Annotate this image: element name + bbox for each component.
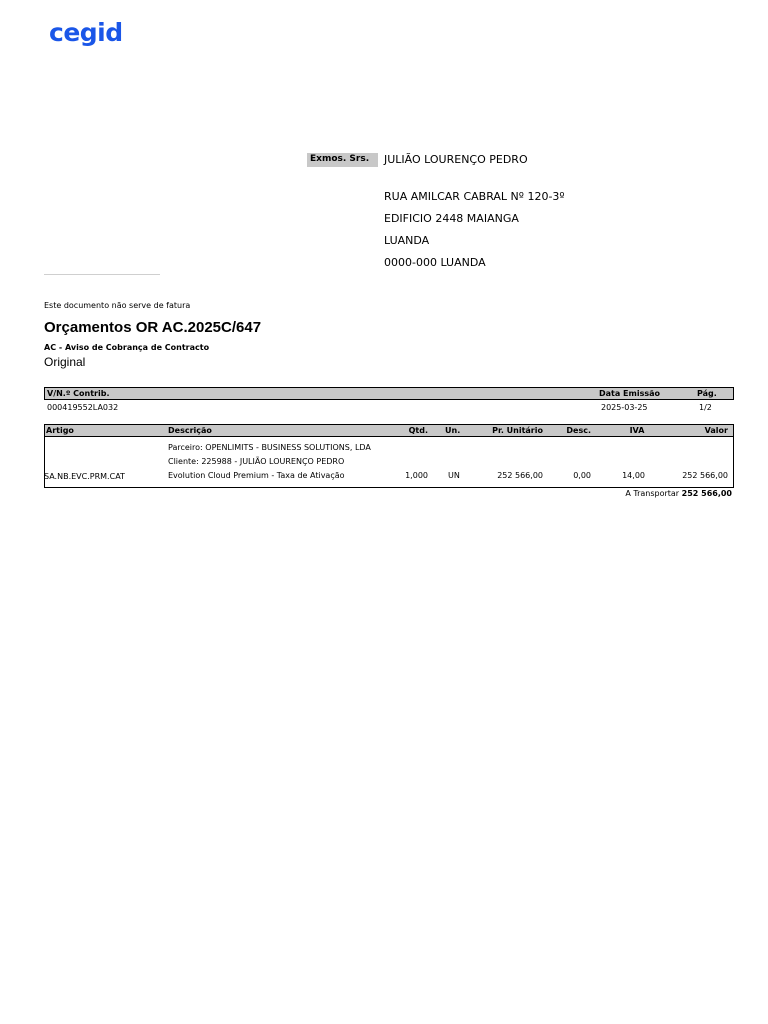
carry-forward [560, 488, 732, 499]
row-descricao: Evolution Cloud Premium - Taxa de Ativação [168, 471, 345, 480]
row-iva: 14,00 [622, 471, 645, 480]
carry-forward-label: A Transportar [625, 489, 680, 498]
address-line-3: LUANDA [384, 234, 430, 247]
value-page: 1/2 [699, 403, 712, 412]
recipient-name: JULIÃO LOURENÇO PEDRO [384, 153, 528, 166]
value-contrib: 000419552LA032 [47, 403, 119, 412]
address-line-1: RUA AMILCAR CABRAL Nº 120-3º [384, 190, 565, 203]
header-date: Data Emissão [599, 389, 661, 398]
header-desc: Desc. [566, 426, 591, 435]
header-iva: IVA [629, 426, 645, 435]
value-date: 2025-03-25 [601, 403, 648, 412]
header-page: Pág. [697, 389, 717, 398]
row-valor: 252 566,00 [682, 471, 728, 480]
row-un: UN [448, 471, 460, 480]
row-pr-unitario: 252 566,00 [497, 471, 543, 480]
document-copy-type: Original [44, 355, 86, 369]
header-descricao: Descrição [168, 426, 212, 435]
address-line-2: EDIFICIO 2448 MAIANGA [384, 212, 519, 225]
row-artigo: SA.NB.EVC.PRM.CAT [44, 472, 125, 481]
row-qtd: 1,000 [405, 471, 428, 480]
recipient-label: Exmos. Srs. [307, 153, 378, 167]
header-qtd: Qtd. [408, 426, 428, 435]
header-pr-unitario: Pr. Unitário [492, 426, 543, 435]
header-artigo: Artigo [46, 426, 74, 435]
document-title: Orçamentos OR AC.2025C/647 [44, 319, 262, 336]
header-contrib: V/N.º Contrib. [47, 389, 110, 398]
carry-forward-value: 252 566,00 [681, 489, 732, 498]
info-line-partner: Parceiro: OPENLIMITS - BUSINESS SOLUTIONS, LDA [168, 443, 371, 452]
cegid-logo: cegid [49, 18, 123, 47]
address-line-4: 0000-000 LUANDA [384, 256, 486, 269]
header-un: Un. [445, 426, 461, 435]
document-subtitle: AC - Aviso de Cobrança de Contracto [44, 343, 210, 352]
info-line-client: Cliente: 225988 - JULIÃO LOURENÇO PEDRO [168, 457, 345, 466]
document-note: Este documento não serve de fatura [44, 301, 191, 310]
row-desc: 0,00 [573, 471, 591, 480]
divider [44, 274, 160, 275]
header-valor: Valor [704, 426, 728, 435]
